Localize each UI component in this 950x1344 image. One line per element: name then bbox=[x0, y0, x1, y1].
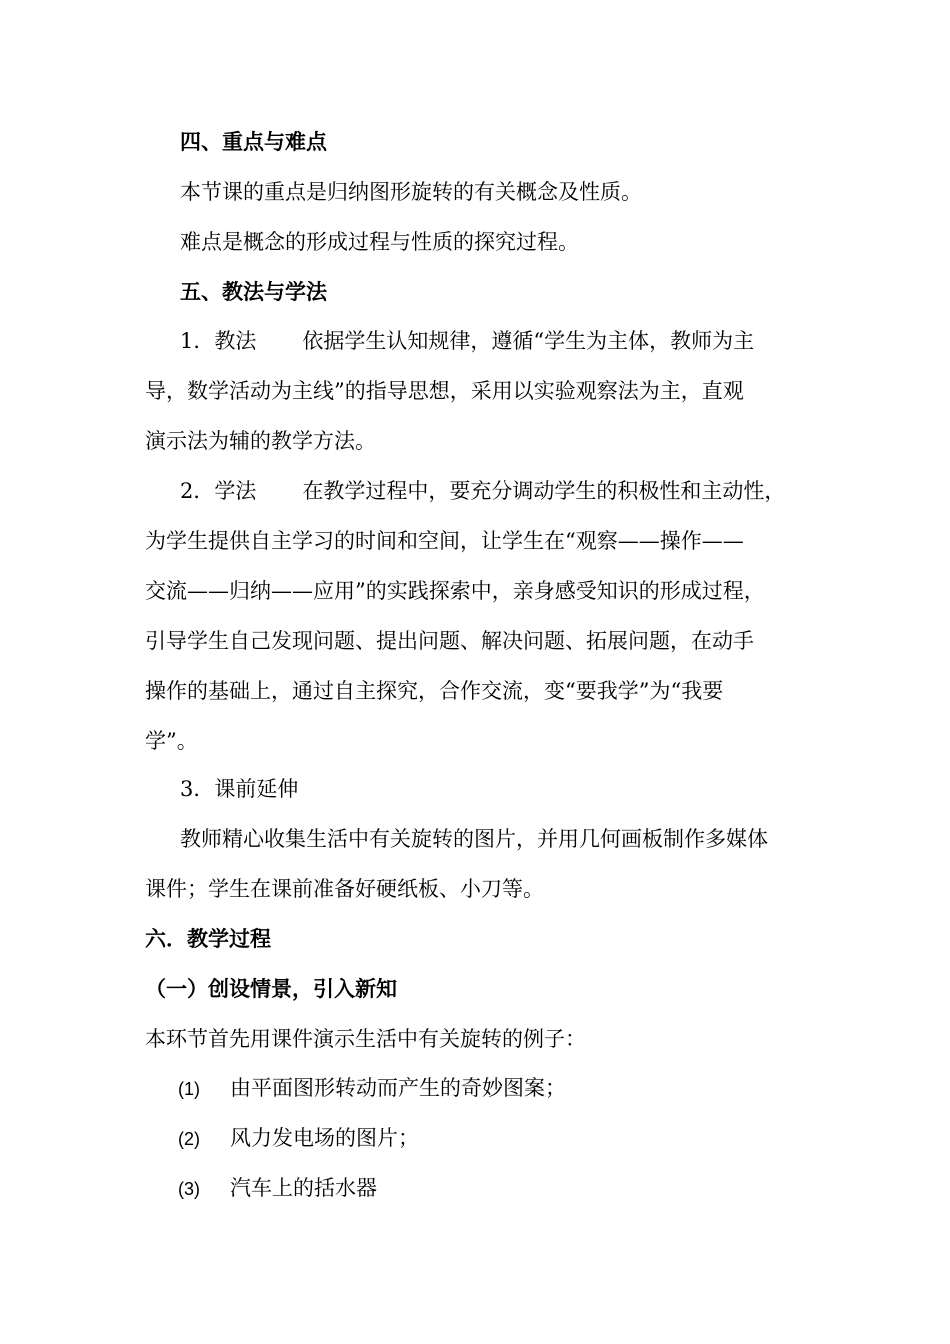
subsection-heading: （一）创设情景，引入新知 bbox=[145, 976, 397, 1001]
list-item-number: (3) bbox=[178, 1179, 200, 1199]
learning-method-line bbox=[180, 477, 785, 505]
paragraph-line: 学”。 bbox=[145, 729, 198, 753]
paragraph: 本节课的重点是归纳图形旋转的有关概念及性质。 bbox=[180, 180, 642, 204]
paragraph-line: 交流——归纳——应用”的实践探索中，亲身感受知识的形成过程， bbox=[145, 579, 765, 603]
teaching-method-label: 1．教法 bbox=[180, 329, 257, 353]
paragraph-line: 导，数学活动为主线”的指导思想，采用以实验观察法为主，直观 bbox=[145, 379, 744, 403]
learning-method-label: 2．学法 bbox=[180, 479, 257, 503]
list-item bbox=[178, 1124, 419, 1153]
paragraph: 本环节首先用课件演示生活中有关旋转的例子： bbox=[145, 1027, 586, 1051]
paragraph-line: 教师精心收集生活中有关旋转的图片，并用几何画板制作多媒体 bbox=[180, 827, 768, 851]
paragraph: 难点是概念的形成过程与性质的探究过程。 bbox=[180, 230, 579, 254]
section-heading-6: 六．教学过程 bbox=[145, 926, 271, 951]
list-item bbox=[178, 1174, 377, 1203]
learning-method-text: 在教学过程中，要充分调动学生的积极性和主动性， bbox=[302, 479, 786, 503]
list-item-number: (1) bbox=[178, 1079, 200, 1099]
section-heading-4: 四、重点与难点 bbox=[180, 129, 327, 154]
teaching-method-line bbox=[180, 327, 754, 355]
paragraph-line: 引导学生自己发现问题、提出问题、解决问题、拓展问题，在动手 bbox=[145, 629, 754, 653]
list-item-number: (2) bbox=[178, 1129, 200, 1149]
extension-heading: 3．课前延伸 bbox=[180, 777, 299, 801]
paragraph-line: 演示法为辅的教学方法。 bbox=[145, 429, 376, 453]
list-item bbox=[178, 1074, 566, 1103]
list-item-text: 汽车上的括水器 bbox=[230, 1176, 377, 1200]
section-heading-5: 五、教法与学法 bbox=[180, 279, 327, 304]
list-item-text: 由平面图形转动而产生的奇妙图案； bbox=[230, 1076, 566, 1100]
paragraph-line: 课件；学生在课前准备好硬纸板、小刀等。 bbox=[145, 877, 544, 901]
teaching-method-text: 依据学生认知规律，遵循“学生为主体，教师为主 bbox=[302, 329, 755, 353]
list-item-text: 风力发电场的图片； bbox=[230, 1126, 419, 1150]
paragraph-line: 为学生提供自主学习的时间和空间，让学生在“观察——操作—— bbox=[145, 529, 744, 553]
paragraph-line: 操作的基础上，通过自主探究，合作交流，变“要我学”为“我要 bbox=[145, 679, 724, 703]
